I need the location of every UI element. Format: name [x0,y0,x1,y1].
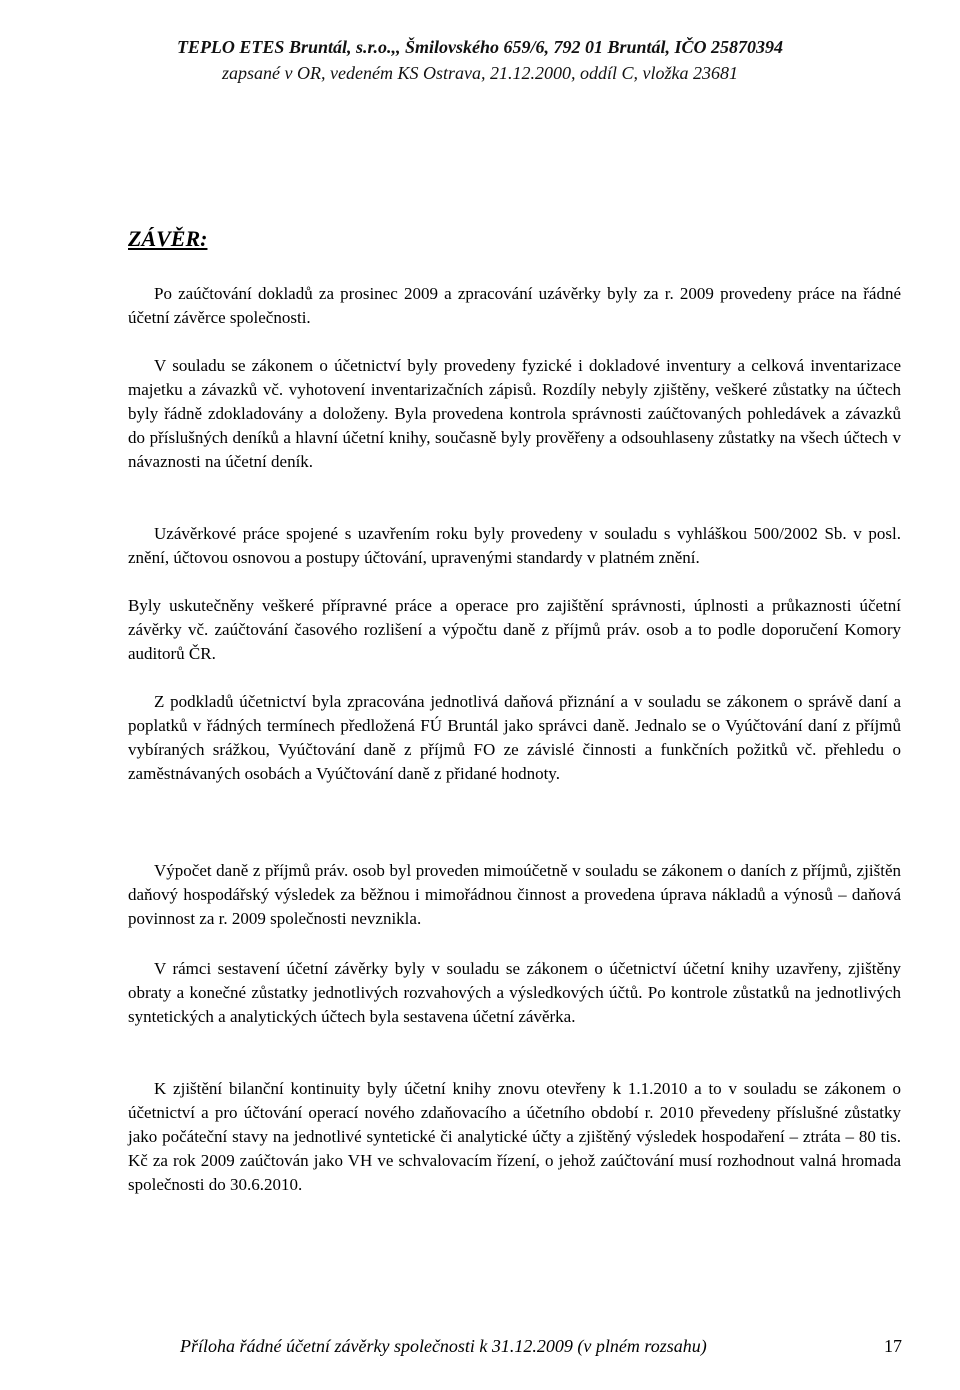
footer-text: Příloha řádné účetní závěrky společnosti k 31.12.2009 (v plném rozsahu) [180,1336,707,1356]
paragraph-7: V rámci sestavení účetní závěrky byly v souladu se zákonem o účetnictví účetní knihy uzavřeny, zjištěny obraty a konečné zůstatky jednotlivých rozvahových a výsledkových účtů. Po kontrole zůstatků na jednotlivých syntetických a analytických účtech byla sestavena účetní závěrka. [128,959,901,1026]
paragraph-8: K zjištění bilanční kontinuity byly účetní knihy znovu otevřeny k 1.1.2010 a to v souladu se zákonem o účetnictví a pro účtování operací nového zdaňovacího a účetního období r. 2010 převedeny příslušné zůstatky jako počáteční stavy na jednotlivé syntetické či analytické účty a zjištěný výsledek hospodaření – ztráta – 80 tis. Kč za rok 2009 zaúčtován jako VH ve schvalovacím řízení, o jehož zaúčtování musí rozhodnout valná hromada společnosti do 30.6.2010. [128,1079,901,1194]
paragraph-4: Byly uskutečněny veškeré přípravné práce a operace pro zajištění správnosti, úplnosti a průkaznosti účetní závěrky vč. zaúčtování časového rozlišení a výpočtu daně z příjmů práv. osob a to podle doporučení Komory auditorů ČR. [128,596,901,663]
header-company-line: TEPLO ETES Bruntál, s.r.o.,, Šmilovského 659/6, 792 01 Bruntál, IČO 25870394 [176,37,784,57]
document-header [0,34,960,86]
header-registration-line: zapsané v OR, vedeném KS Ostrava, 21.12.2000, oddíl C, vložka 23681 [222,63,738,83]
page-number: 17 [884,1336,902,1356]
paragraph-3: Uzávěrkové práce spojené s uzavřením roku byly provedeny v souladu s vyhláškou 500/2002 Sb. v posl. znění, účtovou osnovou a postupy účtování, upravenými standardy v platném znění. [128,524,901,567]
paragraph-2: V souladu se zákonem o účetnictví byly provedeny fyzické i dokladové inventury a celková inventarizace majetku a závazků vč. vyhotovení inventarizačních zápisů. Rozdíly nebyly zjištěny, veškeré zůstatky na účtech byly řádně zdokladovány a doloženy. Byla provedena kontrola správnosti zaúčtovaných pohledávek a závazků do příslušných deníků a hlavní účetní knihy, současně byly prověřeny a odsouhlaseny zůstatky na všech účtech v návaznosti na účetní deník. [128,356,901,471]
page-footer [180,1334,902,1358]
paragraph-1: Po zaúčtování dokladů za prosinec 2009 a zpracování uzávěrky byly za r. 2009 provedeny práce na řádné účetní závěrce společnosti. [128,284,901,327]
section-heading: ZÁVĚR: [128,226,208,251]
paragraph-5: Z podkladů účetnictví byla zpracována jednotlivá daňová přiznání a v souladu se zákonem o správě daní a poplatků v řádných termínech předložená FÚ Bruntál jako správci daně. Jednalo se o Vyúčtování daní z příjmů vybíraných srážkou, Vyúčtování daně z příjmů FO ze závislé činnosti a funkčních požitků vč. přehledu o zaměstnávaných osobách a Vyúčtování daně z přidané hodnoty. [128,692,901,783]
paragraph-6: Výpočet daně z příjmů práv. osob byl proveden mimoúčetně v souladu se zákonem o daních z příjmů, zjištěn daňový hospodářský výsledek za běžnou i mimořádnou činnost a provedena úprava nákladů a výnosů – daňová povinnost za r. 2009 společnosti nevznikla. [128,861,901,928]
